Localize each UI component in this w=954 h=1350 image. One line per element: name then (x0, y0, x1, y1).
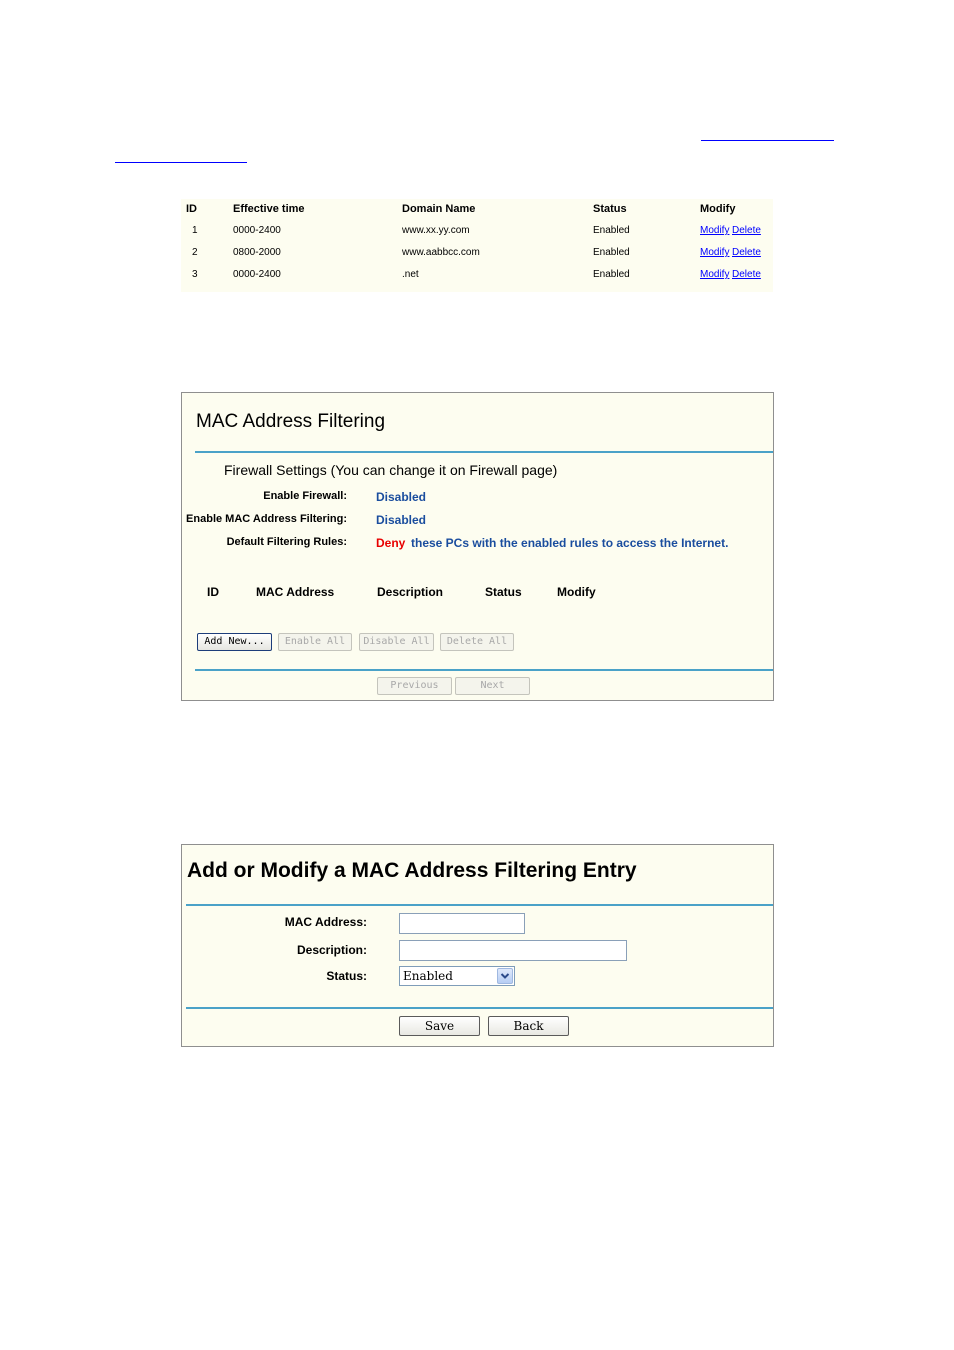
enable-firewall-label: Enable Firewall: (263, 490, 347, 502)
table-row-id: 2 (192, 247, 198, 258)
modify-link[interactable]: Modify (700, 247, 730, 258)
table-row-id: 1 (192, 225, 198, 236)
previous-button[interactable]: Previous (377, 677, 452, 695)
table-row-id: 3 (192, 269, 198, 280)
delete-link[interactable]: Delete (732, 225, 761, 236)
back-button[interactable]: Back (488, 1016, 569, 1036)
table-row-status: Enabled (593, 269, 630, 280)
column-header-id: ID (186, 203, 197, 215)
dropdown-arrow-button[interactable] (497, 968, 513, 984)
enable-firewall-value: Disabled (376, 490, 427, 504)
mac-entry-panel (181, 844, 774, 1047)
column-header-effective-time: Effective time (233, 203, 305, 215)
column-header-modify: Modify (700, 203, 736, 215)
disable-all-button[interactable]: Disable All (359, 633, 434, 651)
column-header-mac-address: MAC Address (256, 585, 335, 599)
enable-all-button[interactable]: Enable All (278, 633, 352, 651)
status-select[interactable] (399, 966, 515, 986)
firewall-settings-heading: Firewall Settings (You can change it on Firewall page) (224, 462, 558, 478)
next-button[interactable]: Next (455, 677, 530, 695)
mac-address-label: MAC Address: (284, 915, 367, 929)
modify-link[interactable]: Modify (700, 225, 730, 236)
divider (195, 669, 773, 671)
divider (195, 451, 773, 453)
column-header-status: Status (593, 203, 627, 215)
delete-link[interactable]: Delete (732, 247, 761, 258)
table-row-time: 0000-2400 (233, 269, 281, 280)
mac-filtering-panel (181, 392, 774, 701)
modify-link[interactable]: Modify (700, 269, 730, 280)
divider (186, 904, 773, 906)
default-rule-action: Deny (376, 536, 406, 550)
description-label: Description: (296, 943, 367, 957)
column-header-modify: Modify (557, 585, 596, 599)
page-title: Add or Modify a MAC Address Filtering Entry (187, 859, 637, 882)
add-new-button[interactable]: Add New... (197, 633, 272, 651)
description-input[interactable] (399, 940, 627, 961)
table-row-domain: .net (402, 269, 419, 280)
column-header-status: Status (485, 585, 522, 599)
mac-address-input[interactable] (399, 913, 525, 934)
column-header-description: Description (377, 585, 444, 599)
chevron-down-icon (498, 969, 512, 983)
table-row-status: Enabled (593, 247, 630, 258)
status-label: Status: (326, 969, 367, 983)
table-row-time: 0000-2400 (233, 225, 281, 236)
domain-filtering-table (181, 199, 773, 292)
table-row-time: 0800-2000 (233, 247, 281, 258)
save-button[interactable]: Save (399, 1016, 480, 1036)
enable-mac-filtering-value: Disabled (376, 513, 427, 527)
status-selected-value: Enabled (403, 969, 453, 983)
enable-mac-filtering-label: Enable MAC Address Filtering: (186, 513, 347, 525)
column-header-id: ID (207, 585, 219, 599)
column-header-domain-name: Domain Name (402, 203, 476, 215)
delete-link[interactable]: Delete (732, 269, 761, 280)
divider (186, 1007, 773, 1009)
default-rule-description: these PCs with the enabled rules to access the Internet. (411, 536, 729, 550)
hyperlink-underline[interactable] (701, 140, 834, 141)
table-row-status: Enabled (593, 225, 630, 236)
table-row-domain: www.xx.yy.com (402, 225, 470, 236)
delete-all-button[interactable]: Delete All (440, 633, 514, 651)
default-filtering-rules-label: Default Filtering Rules: (226, 536, 347, 548)
page-title: MAC Address Filtering (196, 411, 386, 432)
hyperlink-underline[interactable] (115, 162, 247, 163)
table-row-domain: www.aabbcc.com (402, 247, 480, 258)
